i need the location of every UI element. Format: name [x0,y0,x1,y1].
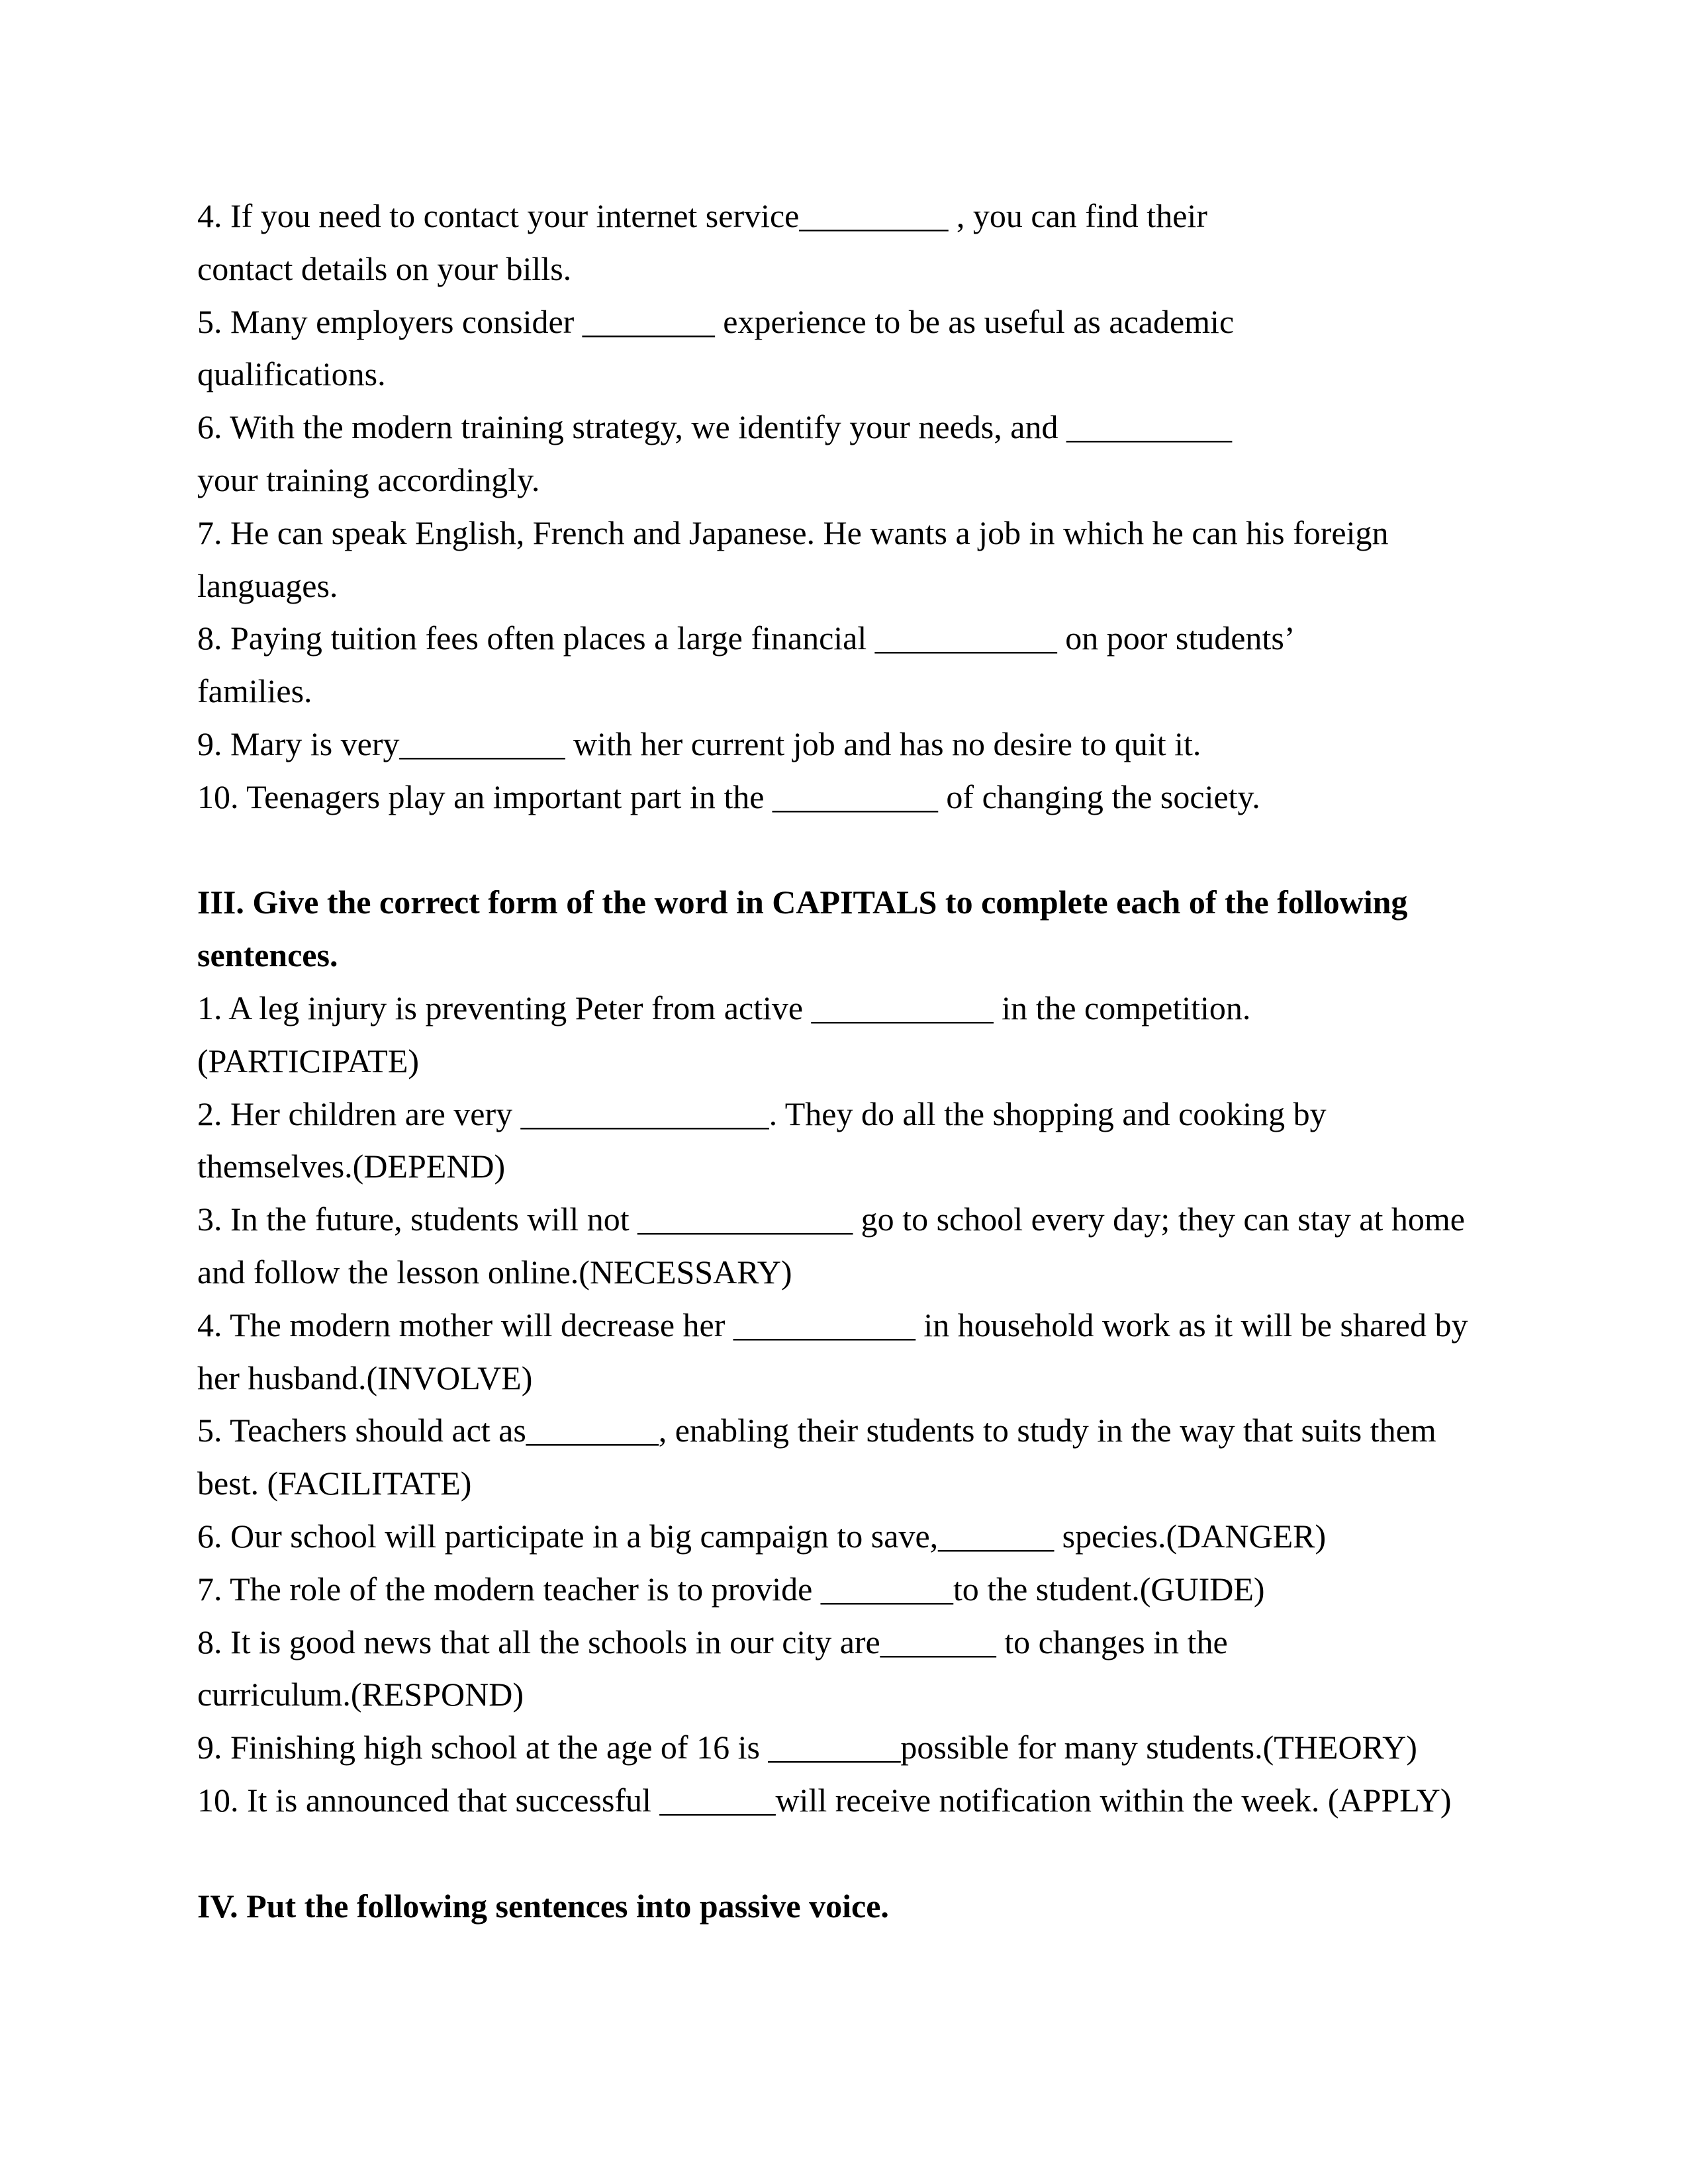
question-line: themselves.(DEPEND) [197,1148,506,1185]
question-line: 8. It is good news that all the schools in our city are_______ to changes in the [197,1623,1228,1661]
question-line: best. (FACILITATE) [197,1465,472,1502]
document-page [197,190,1521,1933]
spacer [197,824,1521,877]
question-line: 8. Paying tuition fees often places a large financial ___________ on poor students’ [197,619,1295,657]
section-heading: IV. Put the following sentences into passive voice. [197,1887,889,1925]
question-line: 6. With the modern training strategy, we identify your needs, and __________ [197,408,1232,446]
question-line: 4. If you need to contact your internet service_________ , you can find their [197,197,1207,234]
question-line: 3. In the future, students will not _____________ go to school every day; they can stay at home [197,1201,1465,1238]
exercise-3 [197,876,1521,1827]
question-line: 5. Many employers consider ________ experience to be as useful as academic [197,302,1235,340]
question-line: 9. Finishing high school at the age of 16 is ________possible for many students.(THEORY) [197,1729,1417,1766]
question-line: 1. A leg injury is preventing Peter from active ___________ in the competition. [197,989,1251,1026]
question-line: contact details on your bills. [197,250,572,287]
question-line: qualifications. [197,355,386,393]
question-line: her husband.(INVOLVE) [197,1359,533,1396]
question-line: 10. It is announced that successful _______will receive notification within the week. (APPLY) [197,1781,1452,1819]
question-line: families. [197,672,312,710]
section-heading: III. Give the correct form of the word in CAPITALS to complete each of the following [197,884,1408,921]
question-line: and follow the lesson online.(NECESSARY) [197,1253,792,1291]
section-heading: sentences. [197,936,338,974]
question-line: 7. He can speak English, French and Japanese. He wants a job in which he can his foreign [197,514,1389,551]
question-line: (PARTICIPATE) [197,1042,420,1079]
question-line: 7. The role of the modern teacher is to provide ________to the student.(GUIDE) [197,1570,1265,1608]
question-line: your training accordingly. [197,461,540,498]
question-line: 10. Teenagers play an important part in the __________ of changing the society. [197,778,1260,815]
question-line: 5. Teachers should act as________, enabling their students to study in the way that suits them [197,1412,1436,1449]
question-line: curriculum.(RESPOND) [197,1676,524,1713]
question-line: languages. [197,567,338,604]
question-line: 6. Our school will participate in a big campaign to save,_______ species.(DANGER) [197,1517,1327,1555]
question-line: 2. Her children are very _______________. They do all the shopping and cooking by [197,1095,1327,1132]
exercise-2-continued [197,190,1521,824]
question-line: 9. Mary is very__________ with her current job and has no desire to quit it. [197,725,1201,762]
spacer [197,1827,1521,1880]
question-line: 4. The modern mother will decrease her ___________ in household work as it will be shared by [197,1306,1468,1343]
